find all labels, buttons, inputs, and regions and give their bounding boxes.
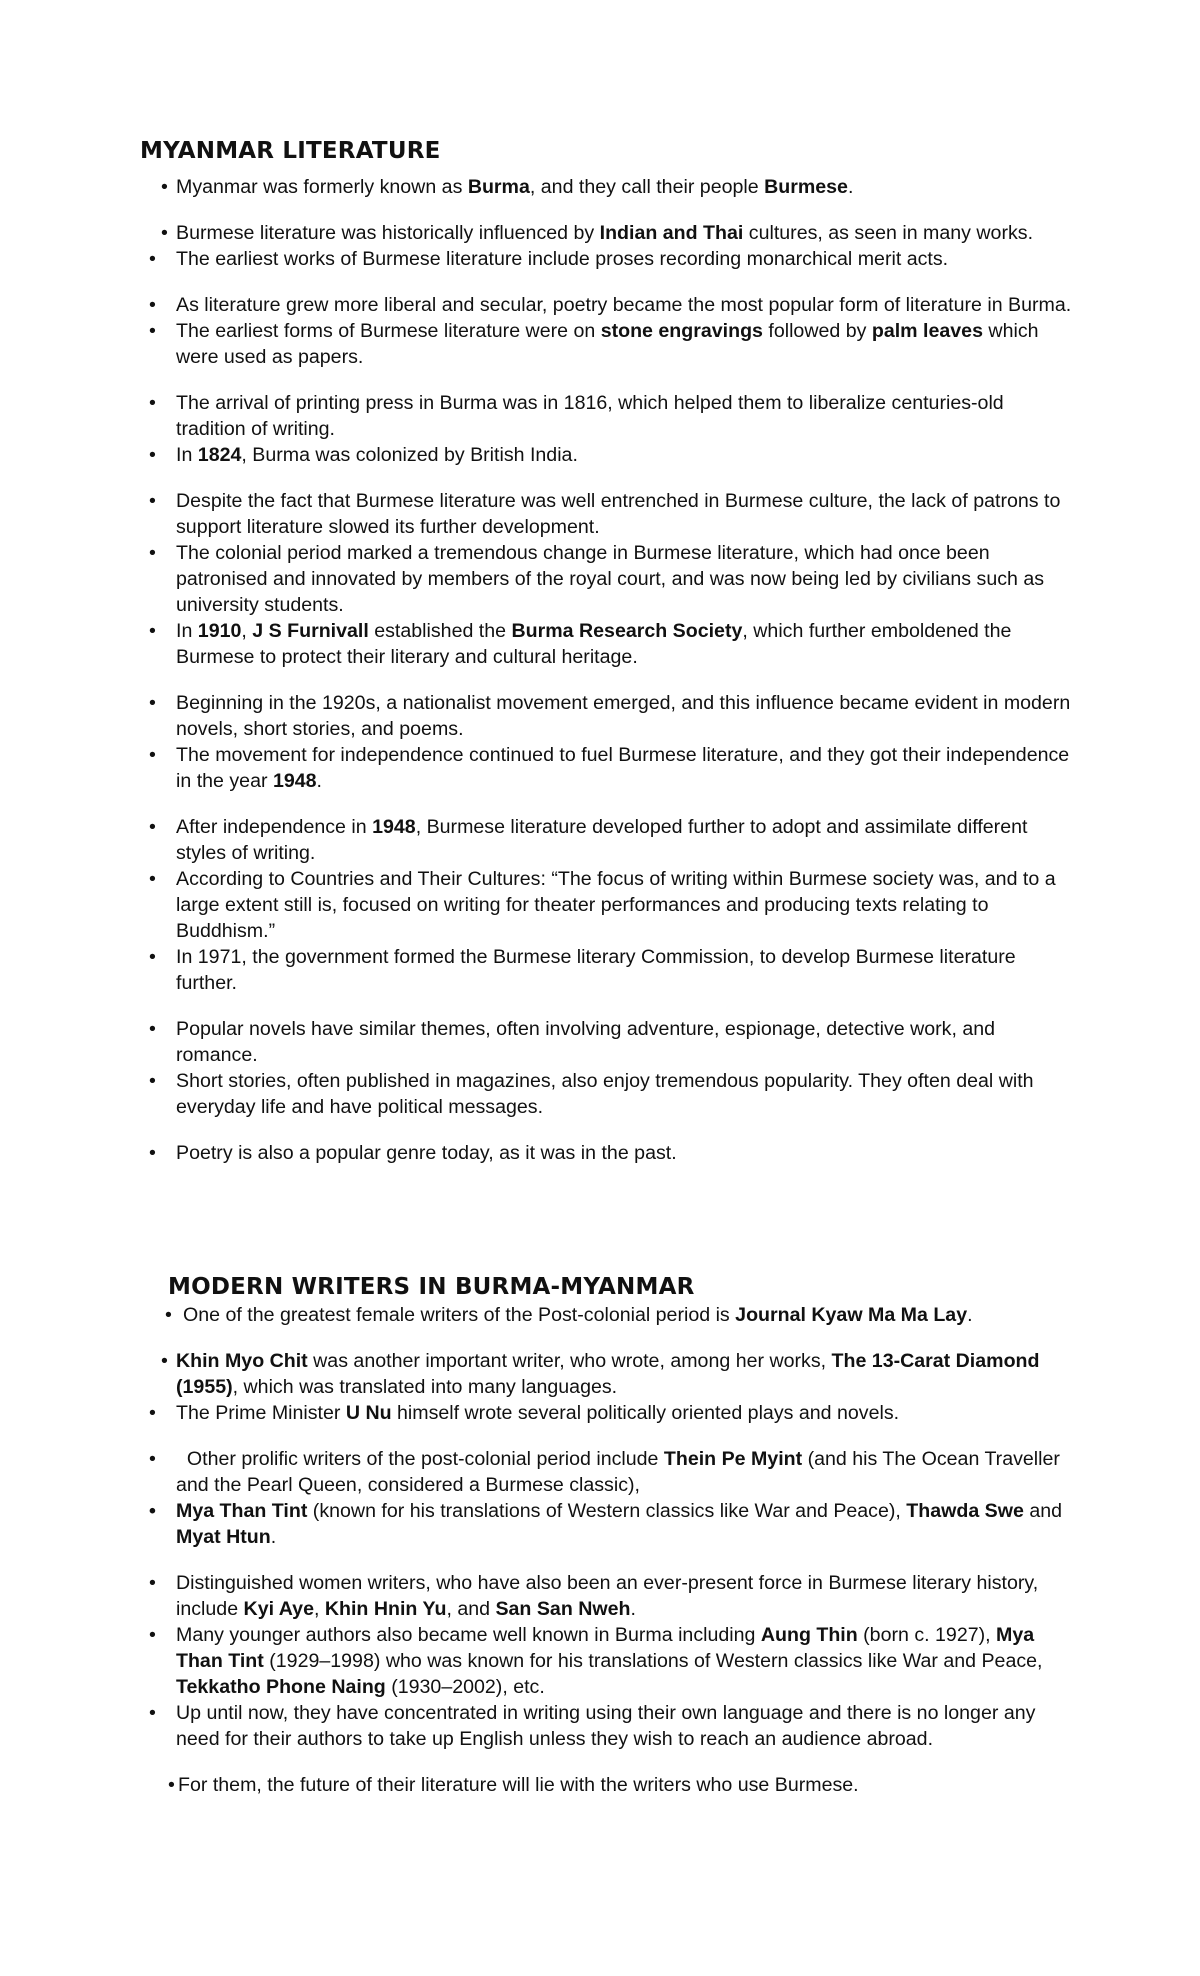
text-run: , bbox=[241, 620, 253, 642]
text-run: . bbox=[270, 1526, 277, 1548]
text-run: (1930–2002), etc. bbox=[385, 1676, 545, 1698]
text-run: Beginning in the 1920s, a nationalist movement emerged, and this influence became evident in modern novels, short stories, and poems. bbox=[176, 692, 1071, 740]
bullet-icon: • bbox=[161, 176, 168, 198]
text-run: Burmese literature was historically influenced by bbox=[176, 222, 600, 244]
text-run: Up until now, they have concentrated in writing using their own language and there is no longer any need for their authors to take up English unless they wish to reach an audience abroad. bbox=[176, 1702, 1036, 1750]
bullet-icon: • bbox=[149, 294, 156, 316]
text-run: Myanmar was formerly known as bbox=[176, 176, 468, 198]
text-run: , which was translated into many languages. bbox=[232, 1376, 618, 1398]
list-item bbox=[0, 1016, 1076, 1068]
list-item bbox=[0, 246, 1076, 272]
text-run: , and bbox=[446, 1598, 496, 1620]
bold-text: Khin Hnin Yu bbox=[324, 1598, 447, 1620]
text-run: In bbox=[176, 620, 198, 642]
bullet-icon: • bbox=[149, 946, 156, 968]
bullet-icon: • bbox=[165, 1304, 172, 1326]
bullet-icon: • bbox=[161, 1350, 168, 1372]
text-run: The movement for independence continued to fuel Burmese literature, and they got their independence in the year bbox=[176, 744, 1070, 792]
list-item bbox=[0, 1446, 1076, 1498]
bold-text: Burmese bbox=[764, 176, 848, 198]
bullet-icon: • bbox=[149, 1624, 156, 1646]
list-item bbox=[0, 742, 1076, 794]
list-item bbox=[0, 618, 1076, 670]
bold-text: Tekkatho Phone Naing bbox=[176, 1676, 386, 1698]
bold-text: 1824 bbox=[197, 444, 242, 466]
text-run: The colonial period marked a tremendous change in Burmese literature, which had once been patronised and innovated by members of the royal court, and was now being led by civilians such as university students. bbox=[176, 542, 1045, 616]
bold-text: Khin Myo Chit bbox=[176, 1350, 308, 1372]
list-item bbox=[0, 1400, 1076, 1426]
myanmar-literature-list bbox=[0, 174, 1200, 1166]
list-item bbox=[0, 540, 1076, 618]
text-run: was another important writer, who wrote, among her works, bbox=[307, 1350, 832, 1372]
list-item bbox=[0, 292, 1076, 318]
text-run: (known for his translations of Western classics like War and Peace), bbox=[307, 1500, 907, 1522]
bullet-icon: • bbox=[168, 1774, 175, 1796]
text-run: As literature grew more liberal and secular, poetry became the most popular form of literature in Burma. bbox=[176, 294, 1072, 316]
bold-text: palm leaves bbox=[871, 320, 983, 342]
text-run: (1929–1998) who was known for his translations of Western classics like War and Peace, bbox=[263, 1650, 1043, 1672]
bold-text: Burma bbox=[467, 176, 530, 198]
list-item bbox=[0, 390, 1076, 442]
bullet-icon: • bbox=[149, 320, 156, 342]
text-run: , Burma was colonized by British India. bbox=[241, 444, 578, 466]
list-item bbox=[0, 944, 1076, 996]
text-run: (born c. 1927), bbox=[857, 1624, 997, 1646]
text-run: . bbox=[967, 1304, 973, 1326]
bold-text: J S Furnivall bbox=[252, 620, 369, 642]
bullet-icon: • bbox=[149, 248, 156, 270]
bold-text: Indian and Thai bbox=[599, 222, 744, 244]
list-item bbox=[0, 690, 1076, 742]
text-run: , and they call their people bbox=[529, 176, 765, 198]
bold-text: 1948 bbox=[272, 770, 317, 792]
bullet-icon: • bbox=[149, 1142, 156, 1164]
list-item bbox=[0, 1348, 1076, 1400]
text-run: Poetry is also a popular genre today, as it was in the past. bbox=[176, 1142, 677, 1164]
list-item bbox=[0, 488, 1076, 540]
section-title-modern-writers: MODERN WRITERS IN BURMA-MYANMAR bbox=[168, 1274, 695, 1300]
bold-text: Mya Than Tint bbox=[176, 1500, 308, 1522]
bullet-icon: • bbox=[149, 392, 156, 414]
text-run: . bbox=[847, 176, 854, 198]
list-item bbox=[0, 866, 1076, 944]
bullet-icon: • bbox=[149, 1018, 156, 1040]
text-run: , which further emboldened the Burmese to protect their literary and cultural heritage. bbox=[176, 620, 1012, 668]
bold-text: Burma Research Society bbox=[511, 620, 743, 642]
text-run: , bbox=[313, 1598, 325, 1620]
bold-text: Thein Pe Myint bbox=[663, 1448, 803, 1470]
list-item bbox=[0, 1700, 1076, 1752]
bullet-icon: • bbox=[149, 620, 156, 642]
text-run: established the bbox=[368, 620, 512, 642]
bullet-icon: • bbox=[149, 1070, 156, 1092]
bold-text: The 13-Carat Diamond (1955) bbox=[176, 1350, 1040, 1398]
bold-text: stone engravings bbox=[600, 320, 763, 342]
bullet-icon: • bbox=[161, 222, 168, 244]
text-run: cultures, as seen in many works. bbox=[743, 222, 1034, 244]
text-run: Despite the fact that Burmese literature was well entrenched in Burmese culture, the lack of patrons to support literature slowed its further development. bbox=[176, 490, 1061, 538]
text-run: . bbox=[630, 1598, 636, 1620]
bold-text: Myat Htun bbox=[176, 1526, 271, 1548]
list-item bbox=[0, 1068, 1076, 1120]
modern-writers-list bbox=[0, 1302, 1200, 1798]
list-item bbox=[0, 220, 1076, 246]
bold-text: 1948 bbox=[372, 816, 416, 838]
bullet-icon: • bbox=[149, 744, 156, 766]
text-run: , Burmese literature developed further to adopt and assimilate different styles of writing. bbox=[176, 816, 1028, 864]
bold-text: Thawda Swe bbox=[906, 1500, 1024, 1522]
text-run: . bbox=[316, 770, 322, 792]
bold-text: Mya Than Tint bbox=[176, 1624, 1035, 1672]
list-item bbox=[0, 1302, 1083, 1328]
text-run: followed by bbox=[762, 320, 872, 342]
bullet-icon: • bbox=[149, 816, 156, 838]
list-item bbox=[0, 814, 1076, 866]
bold-text: U Nu bbox=[345, 1402, 392, 1424]
list-item bbox=[0, 174, 1076, 200]
bullet-icon: • bbox=[149, 444, 156, 466]
list-item bbox=[0, 1772, 1078, 1798]
text-run: The earliest forms of Burmese literature were on bbox=[176, 320, 601, 342]
text-run: Distinguished women writers, who have also been an ever-present force in Burmese literary history, include bbox=[176, 1572, 1039, 1620]
bullet-icon: • bbox=[149, 868, 156, 890]
bullet-icon: • bbox=[149, 1448, 156, 1470]
section-title-myanmar-literature: MYANMAR LITERATURE bbox=[140, 138, 441, 164]
list-item bbox=[0, 442, 1076, 468]
text-run: In bbox=[176, 444, 198, 466]
list-item bbox=[0, 1622, 1076, 1700]
bold-text: 1910 bbox=[197, 620, 242, 642]
list-item bbox=[0, 1498, 1076, 1550]
text-run: and bbox=[1023, 1500, 1063, 1522]
bullet-icon: • bbox=[149, 1572, 156, 1594]
list-item bbox=[0, 318, 1076, 370]
text-run: Other prolific writers of the post-colonial period include bbox=[176, 1448, 664, 1470]
text-run: which were used as papers. bbox=[176, 320, 1039, 368]
bullet-icon: • bbox=[149, 1402, 156, 1424]
text-run: Popular novels have similar themes, often involving adventure, espionage, detective work, and romance. bbox=[176, 1018, 996, 1066]
text-run: The earliest works of Burmese literature include proses recording monarchical merit acts. bbox=[176, 248, 949, 270]
text-run: (and his The Ocean Traveller and the Pearl Queen, considered a Burmese classic), bbox=[176, 1448, 1066, 1496]
text-run: The Prime Minister bbox=[176, 1402, 346, 1424]
bold-text: Aung Thin bbox=[760, 1624, 858, 1646]
text-run: One of the greatest female writers of the Post-colonial period is bbox=[183, 1304, 736, 1326]
text-run: According to Countries and Their Cultures: “The focus of writing within Burmese society was, and to a large extent still is, focused on writing for theater performances and producing texts relating to Buddhism.” bbox=[176, 868, 1056, 942]
bullet-icon: • bbox=[149, 692, 156, 714]
list-item bbox=[0, 1140, 1076, 1166]
text-run: After independence in bbox=[176, 816, 373, 838]
bullet-icon: • bbox=[149, 1702, 156, 1724]
bullet-icon: • bbox=[149, 542, 156, 564]
text-run: The arrival of printing press in Burma was in 1816, which helped them to liberalize centuries-old tradition of writing. bbox=[176, 392, 1004, 440]
bold-text: Journal Kyaw Ma Ma Lay bbox=[735, 1304, 968, 1326]
bullet-icon: • bbox=[149, 1500, 156, 1522]
text-run: himself wrote several politically oriented plays and novels. bbox=[391, 1402, 900, 1424]
text-run: Short stories, often published in magazines, also enjoy tremendous popularity. They often deal with everyday life and have political messages. bbox=[176, 1070, 1034, 1118]
bold-text: San San Nweh bbox=[495, 1598, 631, 1620]
text-run: In 1971, the government formed the Burmese literary Commission, to develop Burmese literature further. bbox=[176, 946, 1016, 994]
bullet-icon: • bbox=[149, 490, 156, 512]
text-run: Many younger authors also became well known in Burma including bbox=[176, 1624, 761, 1646]
text-run: For them, the future of their literature will lie with the writers who use Burmese. bbox=[178, 1774, 859, 1796]
list-item bbox=[0, 1570, 1076, 1622]
bold-text: Kyi Aye bbox=[243, 1598, 314, 1620]
